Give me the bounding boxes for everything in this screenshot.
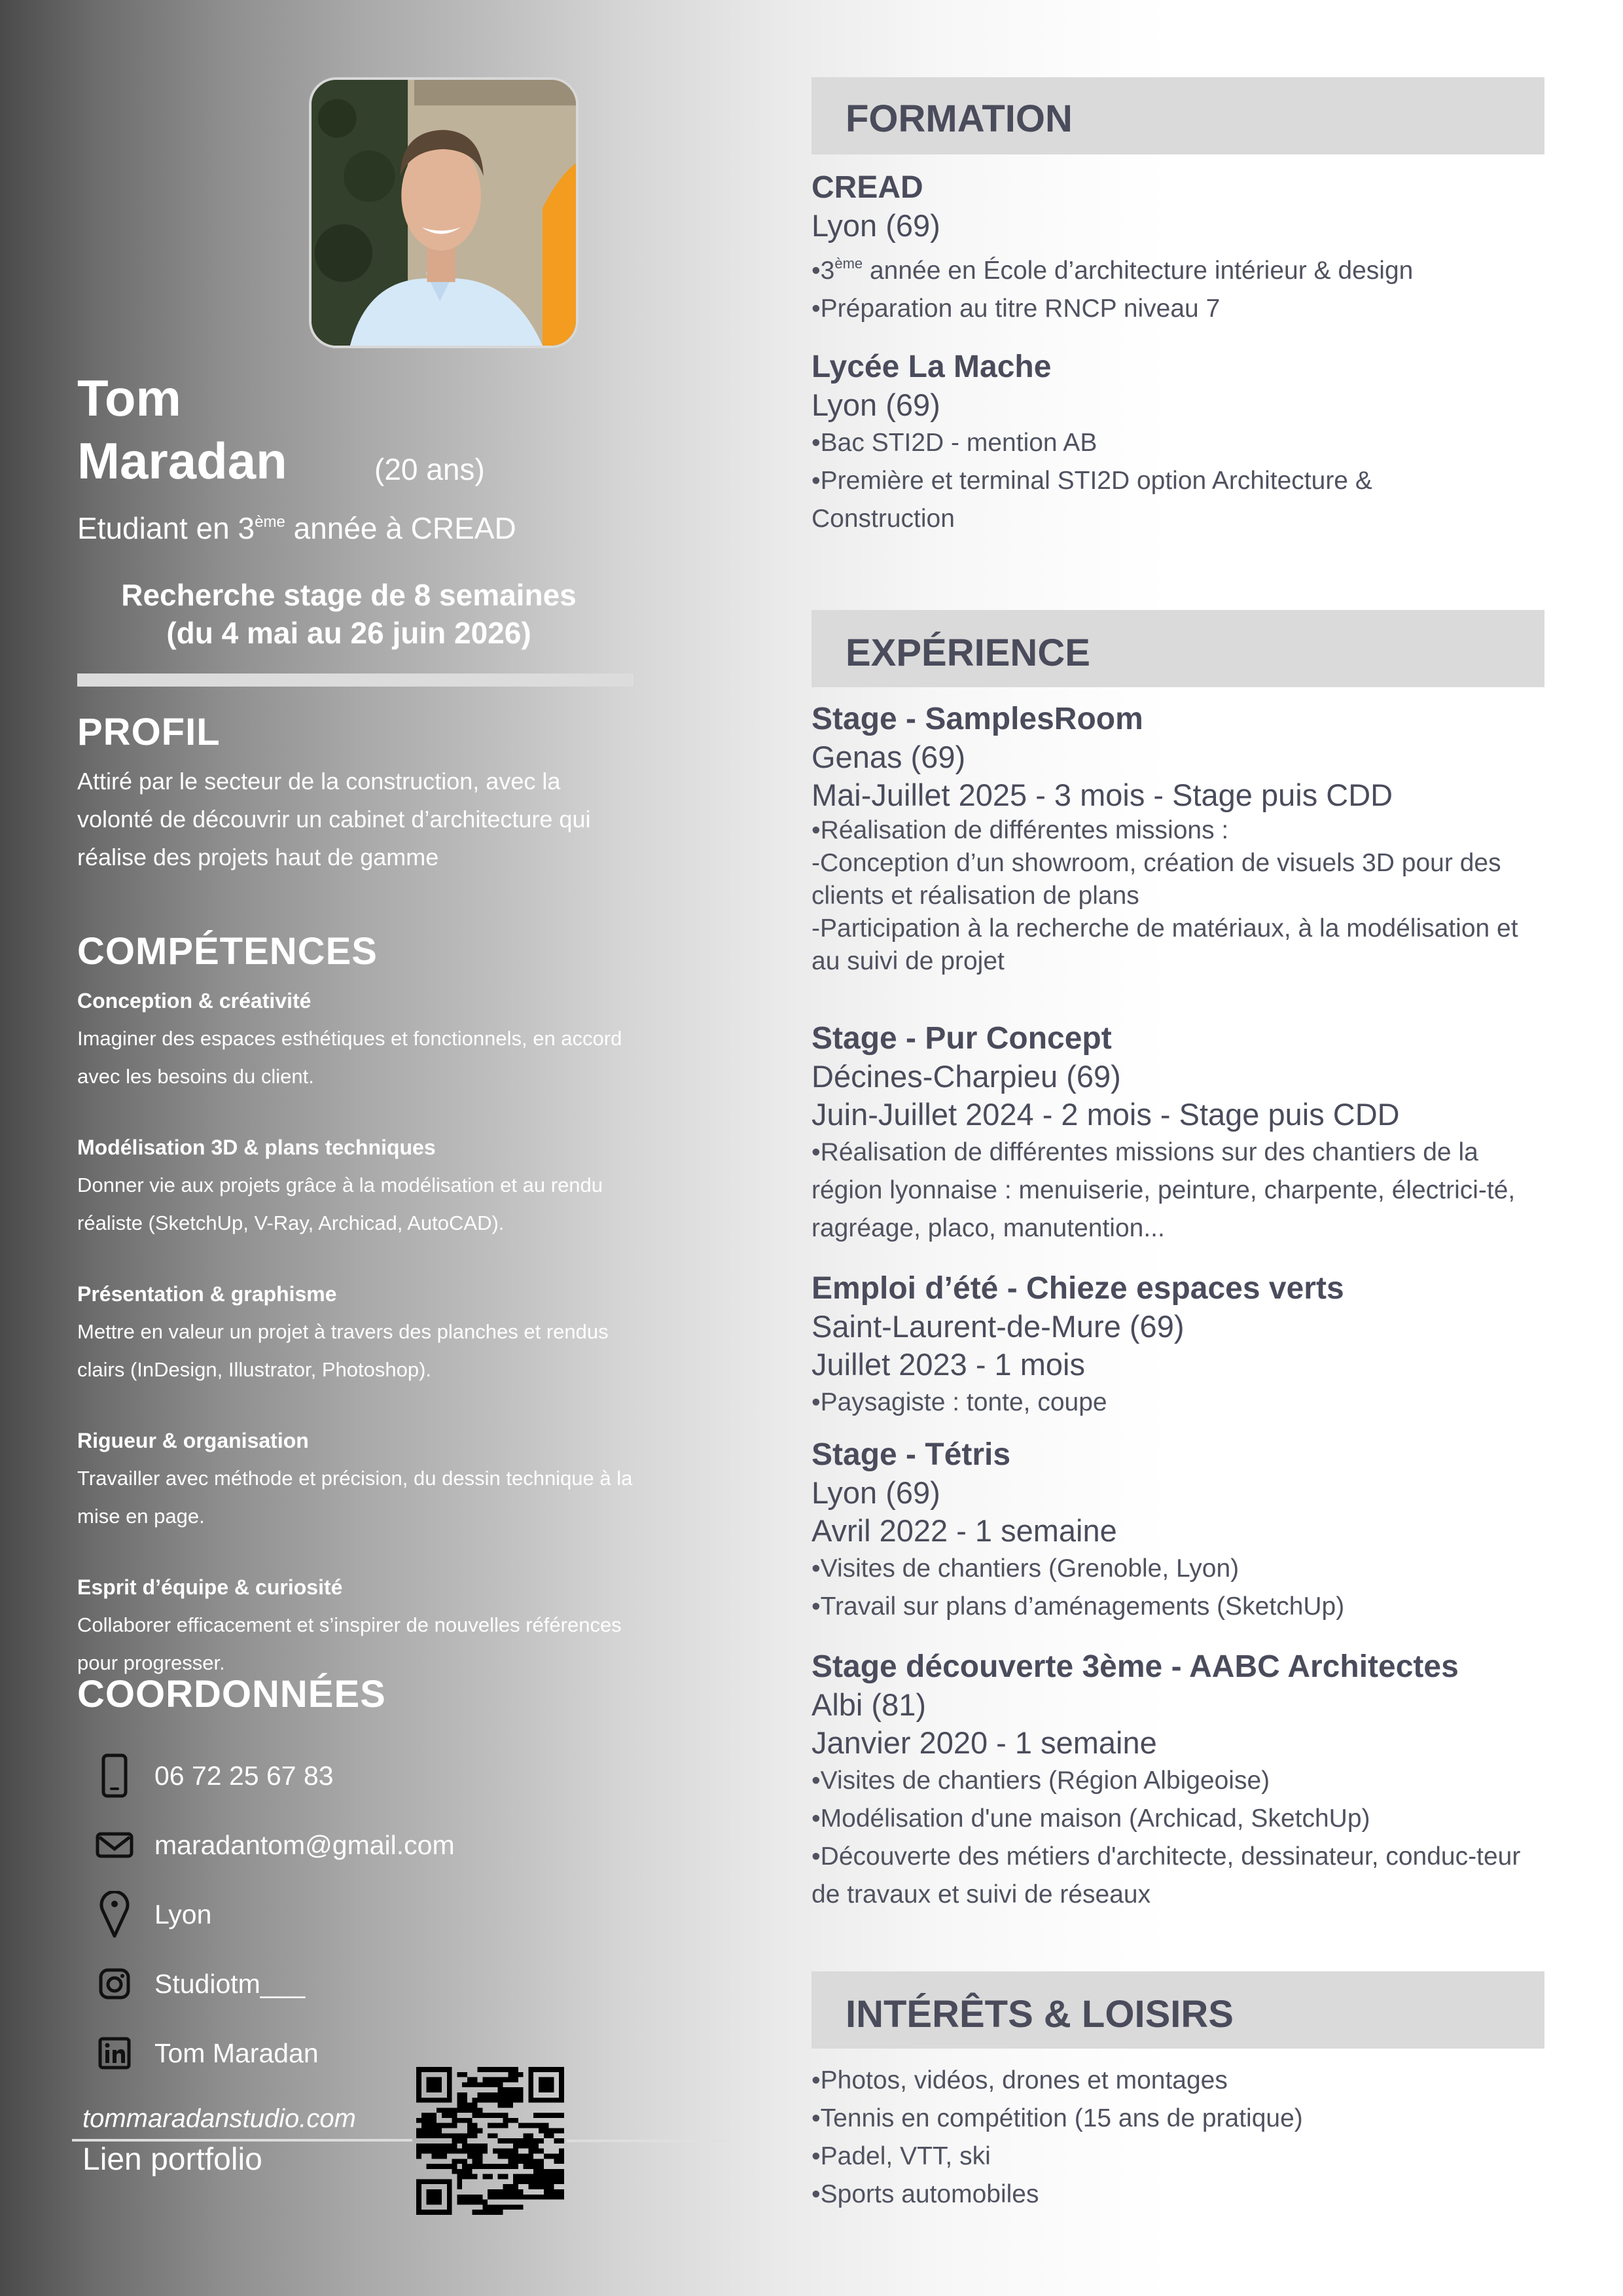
skill-title: Présentation & graphisme <box>77 1282 337 1306</box>
portfolio-underline-extension <box>567 2140 730 2142</box>
job-bullet: •Réalisation de différentes missions : <box>812 816 1229 844</box>
skill-item <box>77 1568 640 1682</box>
portfolio-website-link[interactable]: tommaradanstudio.com <box>82 2104 356 2133</box>
formation-bullet: •Bac STI2D - mention AB <box>812 429 1097 457</box>
skill-desc: Donner vie aux projets grâce à la modélisation et au rendu réaliste (SketchUp, V-Ray, Archicad, AutoCAD). <box>77 1174 603 1234</box>
job-place: Genas (69) <box>812 740 966 774</box>
internship-search-line1: Recherche stage de 8 semaines <box>121 578 577 612</box>
job-title: Stage - SamplesRoom <box>812 702 1143 736</box>
skill-desc: Travailler avec méthode et précision, du dessin technique à la mise en page. <box>77 1467 633 1528</box>
contact-email[interactable] <box>92 1810 550 1880</box>
school-name: Lycée La Mache <box>812 350 1052 384</box>
job-bullet: •Visites de chantiers (Région Albigeoise) <box>812 1767 1270 1795</box>
job-place: Lyon (69) <box>812 1475 940 1510</box>
skill-title: Esprit d’équipe & curiosité <box>77 1575 343 1599</box>
instagram-handle[interactable]: Studiotm___ <box>154 1968 306 1999</box>
contact-location <box>92 1880 550 1949</box>
experience-entry <box>812 1020 1544 1247</box>
experience-entry <box>812 1648 1544 1914</box>
student-status-post: année à CREAD <box>285 511 516 545</box>
formation-header <box>812 77 1544 154</box>
age: (20 ans) <box>374 452 485 486</box>
portfolio-label: Lien portfolio <box>82 2142 262 2177</box>
formation-entry <box>812 169 1544 328</box>
school-place: Lyon (69) <box>812 208 940 243</box>
experience-entry <box>812 1436 1544 1626</box>
last-name: Maradan <box>77 432 287 490</box>
job-period: Mai-Juillet 2025 - 3 mois - Stage puis CDD <box>812 778 1393 812</box>
phone-number[interactable]: 06 72 25 67 83 <box>154 1760 334 1791</box>
skill-item <box>77 1128 640 1242</box>
school-name: CREAD <box>812 170 923 205</box>
job-period: Juin-Juillet 2024 - 2 mois - Stage puis CDD <box>812 1097 1400 1132</box>
formation-entry <box>812 348 1544 538</box>
email-address[interactable]: maradantom@gmail.com <box>154 1829 455 1860</box>
experience-header <box>812 610 1544 687</box>
job-bullet: •Travail sur plans d’aménagements (SketchUp) <box>812 1592 1345 1621</box>
bullet-pre: •3 <box>812 257 835 285</box>
instagram-icon <box>92 1956 137 2011</box>
job-title: Emploi d’été - Chieze espaces verts <box>812 1271 1344 1306</box>
job-bullet: •Modélisation d'une maison (Archicad, SketchUp) <box>812 1804 1370 1833</box>
skill-title: Rigueur & organisation <box>77 1429 309 1452</box>
skill-desc: Collaborer efficacement et s’inspirer de nouvelles références pour progresser. <box>77 1613 622 1674</box>
formation-bullet: •Préparation au titre RNCP niveau 7 <box>812 295 1221 323</box>
skill-item <box>77 1275 640 1389</box>
profile-text: Attiré par le secteur de la construction, avec la volonté de découvrir un cabinet d’architecture qui réalise des projets haut de gamme <box>77 768 591 870</box>
school-place: Lyon (69) <box>812 387 940 422</box>
contact-instagram[interactable] <box>92 1949 550 2018</box>
linkedin-name[interactable]: Tom Maradan <box>154 2037 319 2068</box>
profile-title: PROFIL <box>77 711 221 753</box>
job-title: Stage - Pur Concept <box>812 1021 1112 1056</box>
bullet-sup: ème <box>834 255 863 272</box>
skill-title: Modélisation 3D & plans techniques <box>77 1136 436 1159</box>
job-bullet: •Réalisation de différentes missions sur des chantiers de la région lyonnaise : menuiserie, peinture, charpente, électrici-té, ragréage, placo, manutention... <box>812 1138 1516 1242</box>
candidate-name <box>77 367 287 492</box>
location: Lyon <box>154 1899 212 1929</box>
student-status-sup: ème <box>255 513 285 531</box>
experience-entry <box>812 700 1544 978</box>
skills-title: COMPÉTENCES <box>77 930 378 973</box>
interests-header <box>812 1971 1544 2049</box>
interests-list <box>812 2062 1544 2214</box>
experience-title: EXPÉRIENCE <box>846 632 1090 674</box>
formation-bullet: •Première et terminal STI2D option Architecture & Construction <box>812 467 1372 533</box>
contact-list <box>92 1741 550 2088</box>
job-bullet: •Découverte des métiers d'architecte, dessinateur, conduc-teur de travaux et suivi de réseaux <box>812 1842 1521 1909</box>
interests-title: INTÉRÊTS & LOISIRS <box>846 1993 1234 2036</box>
interest-item: •Tennis en compétition (15 ans de pratique) <box>812 2104 1303 2132</box>
job-place: Saint-Laurent-de-Mure (69) <box>812 1309 1185 1344</box>
linkedin-icon <box>92 2026 137 2081</box>
job-period: Janvier 2020 - 1 semaine <box>812 1725 1157 1760</box>
qr-code[interactable] <box>416 2067 564 2215</box>
job-place: Décines-Charpieu (69) <box>812 1059 1121 1094</box>
job-title: Stage - Tétris <box>812 1437 1011 1472</box>
bullet-post: année en École d’architecture intérieur & design <box>863 257 1414 285</box>
interest-item: •Photos, vidéos, drones et montages <box>812 2066 1228 2094</box>
job-bullet: •Paysagiste : tonte, coupe <box>812 1388 1107 1416</box>
skill-item <box>77 982 640 1096</box>
formation-bullet <box>812 245 1544 290</box>
job-bullet: •Visites de chantiers (Grenoble, Lyon) <box>812 1554 1240 1583</box>
job-period: Juillet 2023 - 1 mois <box>812 1347 1085 1382</box>
job-place: Albi (81) <box>812 1687 927 1722</box>
internship-search <box>77 576 620 652</box>
location-pin-icon <box>92 1887 137 1942</box>
internship-search-line2: (du 4 mai au 26 juin 2026) <box>166 616 531 650</box>
formation-title: FORMATION <box>846 98 1073 140</box>
job-bullet: -Participation à la recherche de matériaux, à la modélisation et au suivi de projet <box>812 914 1518 975</box>
interest-item: •Padel, VTT, ski <box>812 2142 991 2170</box>
interest-item: •Sports automobiles <box>812 2180 1039 2208</box>
experience-entry <box>812 1270 1544 1422</box>
student-status <box>77 511 516 546</box>
skill-desc: Imaginer des espaces esthétiques et fonctionnels, en accord avec les besoins du client. <box>77 1027 622 1088</box>
job-period: Avril 2022 - 1 semaine <box>812 1513 1117 1548</box>
phone-icon <box>92 1748 137 1803</box>
profile-photo <box>309 77 579 348</box>
first-name: Tom <box>77 369 181 427</box>
job-bullet: -Conception d’un showroom, création de visuels 3D pour des clients et réalisation de plans <box>812 849 1501 910</box>
divider-bar <box>77 673 633 687</box>
job-title: Stage découverte 3ème - AABC Architectes <box>812 1649 1459 1684</box>
skill-item <box>77 1422 640 1535</box>
mail-icon <box>92 1818 137 1873</box>
student-status-pre: Etudiant en 3 <box>77 511 255 545</box>
skills-list <box>77 982 640 1715</box>
skill-desc: Mettre en valeur un projet à travers des planches et rendus clairs (InDesign, Illustrator, Photoshop). <box>77 1320 609 1381</box>
contact-phone[interactable] <box>92 1741 550 1810</box>
skill-title: Conception & créativité <box>77 989 312 1013</box>
contact-title: COORDONNÉES <box>77 1673 386 1715</box>
